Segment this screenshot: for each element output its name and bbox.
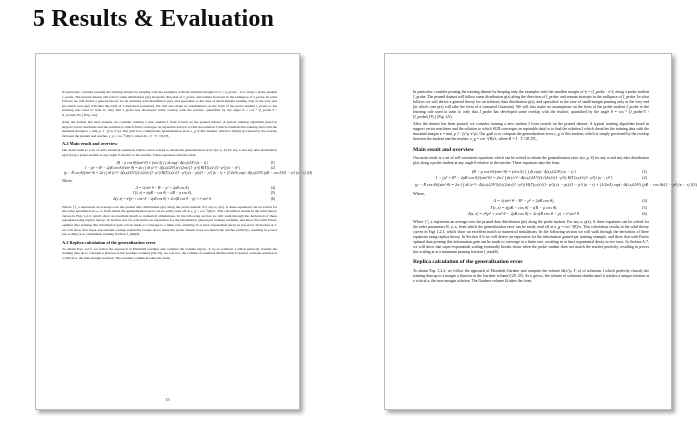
intro-paragraph: In particular, consider pruning the training dataset by keeping only the examples with the smallest margin |x^τ| = |J_probe · x^τ| along a probe student J_probe. The pruned dataset will follow some distribution p(z) along the direction of J_probe, and remain isotropic in the nullspace of J_probe. In what follows we will derive a general theory for an arbitrary data distribution p(z), and specialize to the case of small-margin pruning only at the very end (in which case p(z) will take the form of a truncated Gaussian). We will also make no assumptions on the form of the probe student J_probe or the learning rule used to train it; only that J_probe has developed some overlap with the teacher, quantified by the angle θ = cos⁻¹ (J_probe·T / ‖J_probe‖₂‖T‖₂) (Fig. 2A). — [62, 90, 277, 117]
intro-paragraph: After the dataset has been pruned, we consider training a new student J from scratch on the pruned dataset. A typical training algorithm (used in support vector machines and the solution to which SGD converges on separable data) is to find the solution J which classifies the training data with the maximal margin κ = min_μ J · (y^μ x^μ). Our goal is to compute the generalization error ε_g of this student, which is simply governed by the overlap between the student and the teacher, ε_g = cos⁻¹(R)/π, where R = J · T / ‖J‖₂‖T‖₂. — [413, 122, 649, 142]
equation-number: (5) — [270, 191, 275, 196]
section-heading: Replica calculation of the generalization error — [413, 259, 523, 266]
document-page-right — [384, 53, 697, 410]
body-paragraph: To obtain Eqs. 1,2,3, we follow the approach of Elizabeth Gardner and compute the volume Ω(x^μ, T, κ) of solutions J which perfectly classify the training data up to a margin κ (known as the Gardner volume) [29, 25]. As κ grows, the volume of solutions shrinks until it reaches a unique solution at a critical κ, the max-margin solution. The Gardner volume Ω takes the form, — [62, 246, 277, 260]
section-paragraph: Our main result is a set of self-consistent equations which can be solved to obtain the generalization error ε(α, p, θ) for any α and any data distribution p(z) along a probe student at any angle θ relative to the teacher. These equations take the form, — [413, 156, 649, 166]
section-heading: Main result and overview — [413, 147, 474, 154]
equation-number: (4) — [270, 186, 275, 191]
equation: 1 − (ρ² + R² − 2ρR cos θ)/(sin² θ) = 2α ⟨ ∫ dt (e^{−Δ(t,z)/2Λ²})/(√(2π)√(1−ρ²)) H(Γ(t,z)/√(1−ρ²)) (κ − t)² ⟩ — [435, 175, 613, 181]
equation: Λ = √(sin² θ − R² − ρ² + 2ρR cos θ), — [493, 198, 555, 204]
equation-number: (4) — [642, 198, 647, 204]
equation: (R − ρ cos θ)/(sin² θ) = (α/π Λ) ⟨ ∫ dt exp(−Δ(t,z)/2Λ²) (κ − t) ⟩ — [471, 169, 577, 175]
equation-number: (3) — [692, 181, 697, 187]
equation: (ρ − R cos θ)/(sin² θ) = 2α ⟨ ∫ dt (e^{−Δ(t,z)/2Λ²})/(√(2π)√(1−ρ²)) H(Γ(t,z)/√(1−ρ²)) (z − ρt)/(1 − ρ²) (κ − t) + (1/2πΛ) exp(−Δ(t,z)/2Λ²) (ρR − cos θ)/(1 − ρ²) (κ − t) ⟩ — [64, 170, 308, 175]
equation-row — [64, 197, 275, 202]
equation: Δ(t, z) = z²(ρ² + cos² θ − 2ρR cos θ) + 2t z(R cos θ − ρ) + t² sin² θ. — [113, 196, 212, 201]
equation: Λ = √(sin² θ − R² − ρ² + 2ρR cos θ), — [135, 186, 190, 191]
equation: Δ(t, z) = z²(ρ² + cos² θ − 2ρR cos θ) + 2t z(R cos θ − ρ) + t² sin² θ. — [468, 210, 580, 216]
section-paragraph: Our main result is a set of self-consistent equations which can be solved to obtain the generalization error ε(α, p, θ) for any α and any data distribution p(z) along a probe student at any angle θ relative to the teacher. These equations take the form, — [62, 148, 277, 158]
page-content — [62, 90, 313, 263]
document-page-left — [35, 53, 313, 410]
page-content — [413, 90, 697, 287]
section-heading: A.3 Replica calculation of the generalization error — [62, 239, 156, 245]
equation-number: (3) — [307, 170, 313, 175]
body-paragraph: Where ⟨·⟩_z represents an average over the pruned data distribution p(z) along the probe student. For any α, p(z), θ, these equations can be solved for the order parameters R, ρ, κ, from which the generalization error can be easily read off as ε_g = cos⁻¹(R)/π. This calculation results in the solid theory curves in Figs 1,2,3, which show an excellent match to numerical simulations. In the following section we will walk through the derivation of these equations using replica theory. In Section A.6 we will derive an expression for the information gained per training example, and show that with Pareto optimal data pruning this information gain can be made to converge to a finite rate, resulting in at least exponential decay in test error. In Section A.7, we will show that super-exponential scaling eventually breaks down when the probe student does not match the teacher perfectly, resulting in power law scaling at at a minimum pruning fraction f_min(θ). — [413, 220, 649, 254]
equation-block — [62, 160, 313, 177]
equation: (R − ρ cos θ)/(sin² θ) = (α/π Λ) ⟨ ∫ dt exp(−Δ(t,z)/2Λ²) (κ − t) ⟩ — [116, 160, 209, 165]
equation-number: (6) — [270, 196, 275, 201]
equation: 1 − (ρ² + R² − 2ρR cos θ)/(sin² θ) = 2α ⟨ ∫ dt (e^{−Δ(t,z)/2Λ²})/(√(2π)√(1−ρ²)) H(Γ(t,z)/√(1−ρ²)) (κ − t)² ⟩ — [84, 165, 241, 170]
equation: Γ(t, z) = z(ρR − cos θ) − t(R − ρ cos θ), — [133, 191, 192, 196]
intro-paragraph: In particular, consider pruning the training dataset by keeping only the examples with the smallest margin |x^τ| = |J_probe · x^τ| along a probe student J_probe. The pruned dataset will follow some distribution p(z) along the direction of J_probe, and remain isotropic in the nullspace of J_probe. In what follows we will derive a general theory for an arbitrary data distribution p(z), and specialize to the case of small-margin pruning only at the very end (in which case p(z) will take the form of a truncated Gaussian). We will also make no assumptions on the form of the probe student J_probe or the learning rule used to train it; only that J_probe has developed some overlap with the teacher, quantified by the angle θ = cos⁻¹ (J_probe·T / ‖J_probe‖₂‖T‖₂) (Fig. 2A). — [413, 90, 649, 119]
equation: Γ(t, z) = z(ρR − cos θ) − t(R − ρ cos θ), — [490, 204, 558, 210]
slide-title: 5 Results & Evaluation — [33, 6, 275, 32]
equation-number: (2) — [270, 165, 275, 170]
equation-number: (1) — [642, 169, 647, 175]
intro-paragraph: After the dataset has been pruned, we consider training a new student J from scratch on the pruned dataset. A typical training algorithm (used in support vector machines and the solution to which SGD converges on separable data) is to find the solution J which classifies the training data with the maximal margin κ = min_μ J · (y^μ x^μ). Our goal is to compute the generalization error ε_g of this student, which is simply governed by the overlap between the student and teacher, ε_g = cos⁻¹(R)/π, where R = J · T / ‖J‖₂‖T‖₂. — [62, 120, 277, 138]
where-label: Where, — [62, 179, 73, 184]
body-paragraph: Where ⟨·⟩_z represents an average over the pruned data distribution p(z) along the probe student. For any α, p(z), θ, these equations can be solved for the order parameters R, ρ, κ, from which the generalization error can be easily read off as ε_g = cos⁻¹(R)/π. This calculation results in the solid theory curves in Figs 1,2,3, which show an excellent match to numerical simulations. In the following section we will walk through the derivation of these equations using replica theory. In Section A.6 we will derive an expression for the information gained per training example, and show that with Pareto optimal data pruning this information gain can be made to converge to a finite rate, resulting in at least exponential decay in test error. In Section A.7, we will show that super-exponential scaling eventually breaks down when the probe student does not match the teacher perfectly, resulting in power law scaling at at a minimum pruning fraction f_min(θ). — [62, 204, 277, 237]
equation-row — [415, 211, 647, 217]
equation: (ρ − R cos θ)/(sin² θ) = 2α ⟨ ∫ dt (e^{−Δ(t,z)/2Λ²})/(√(2π)√(1−ρ²)) H(Γ(t,z)/√(1−ρ²)) (z − ρt)/(1 − ρ²) (κ − t) + (1/2πΛ) exp(−Δ(t,z)/2Λ²) (ρR − cos θ)/(1 − ρ²) (κ − t) ⟩ — [415, 181, 693, 187]
definition-block — [413, 198, 649, 217]
body-paragraph: To obtain Eqs. 1,2,3, we follow the approach of Elizabeth Gardner and compute the volume Ω(x^μ, T, κ) of solutions J which perfectly classify the training data up to a margin κ (known as the Gardner volume) [29, 25]. As κ grows, the volume of solutions shrinks until it reaches a unique solution at a critical κ, the max-margin solution. The Gardner volume Ω takes the form, — [413, 268, 649, 283]
where-label: Where, — [413, 190, 425, 196]
equation-number: (5) — [642, 204, 647, 210]
equation-block — [413, 169, 697, 188]
equation-number: (1) — [270, 160, 275, 165]
definition-block — [62, 186, 277, 202]
page-number: 15 — [165, 397, 170, 402]
equation-number: (6) — [642, 210, 647, 216]
equation-row — [64, 170, 313, 176]
equation-row — [415, 181, 697, 188]
section-heading: A.2 Main result and overview — [62, 141, 118, 147]
equation-number: (2) — [642, 175, 647, 181]
